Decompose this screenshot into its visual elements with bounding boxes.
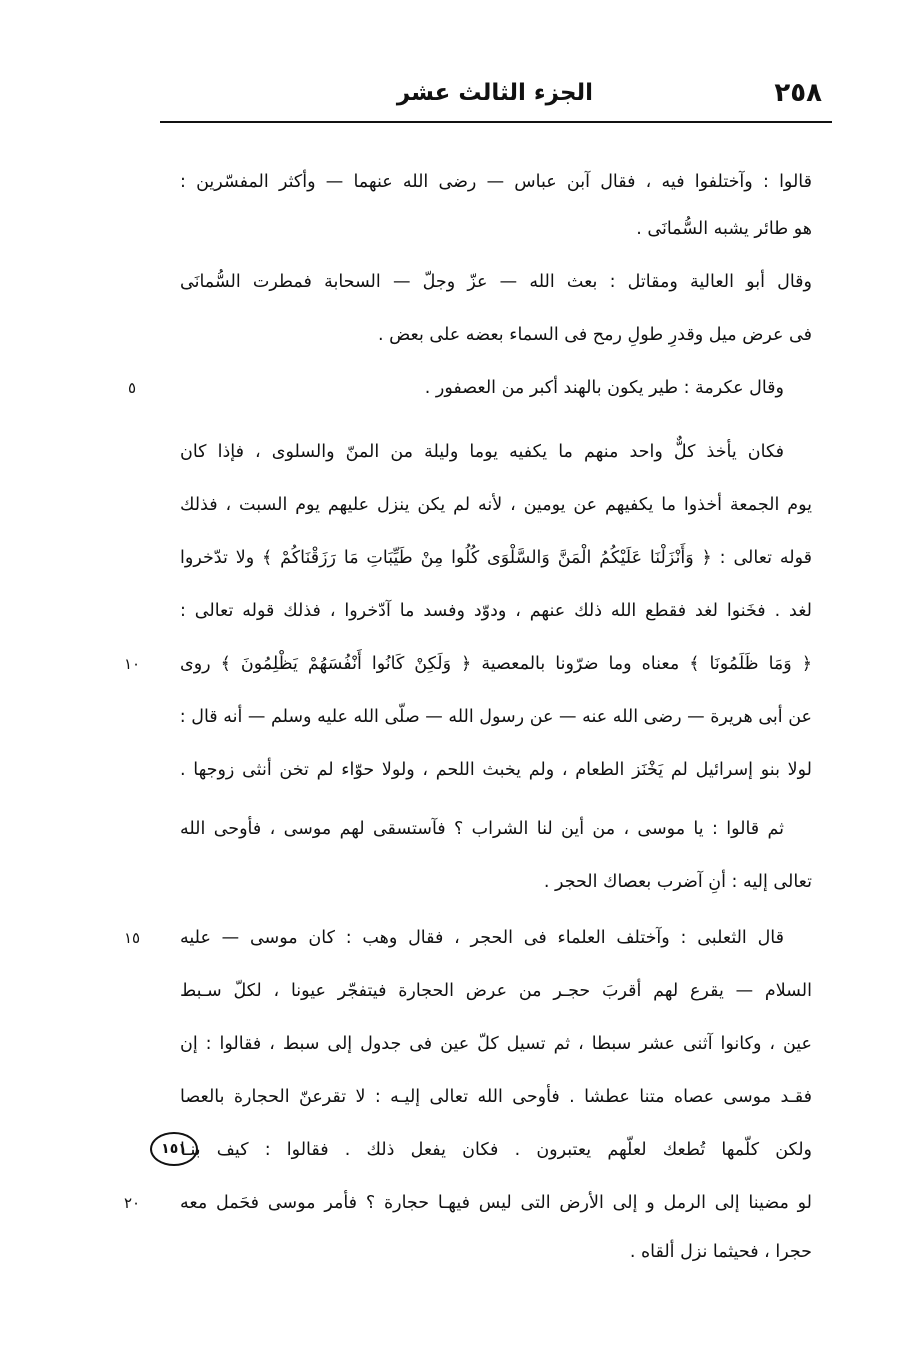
text-line: قالوا : وآختلفوا فيه ، فقال آبن عباس — رضى الله عنهما — وأكثر المفسّرين :: [180, 172, 812, 192]
text-line: ﴿ وَمَا ظَلَمُونَا ﴾ معناه وما ضرّونا بالمعصية ﴿ وَلَكِنْ كَانُوا أَنْفُسَهُمْ يَظْلِمُونَ ﴾ روى: [180, 654, 812, 674]
line-number-10: ١٠: [123, 655, 141, 673]
text-line: لو مضينا إلى الرمل و إلى الأرض التى ليس فيهـا حجارة ؟ فأمر موسى فحَمل معه: [180, 1193, 812, 1213]
text-line: لولا بنو إسرائيل لم يَخْنَز الطعام ، ولم يخبث اللحم ، ولولا حوّاء لم تخن أنثى زوجها .: [180, 760, 812, 780]
text-line: السلام — يقرع لهم أقربَ حجـر من عرض الحجارة فيتفجّر عيونا ، لكلّ سـبط: [180, 981, 812, 1001]
text-line: هو طائر يشبه السُّمانَى .: [636, 219, 812, 239]
text-line: قوله تعالى : ﴿ وَأَنْزَلْنَا عَلَيْكُمُ الْمَنَّ وَالسَّلْوَى كُلُوا مِنْ طَيِّبَاتِ مَا رَزَقْنَاكُمْ ﴾ ولا تدّخروا: [180, 548, 812, 568]
text-line: ثم قالوا : يا موسى ، من أين لنا الشراب ؟ فآستسقى لهم موسى ، فأوحى الله: [180, 819, 784, 839]
text-line: يوم الجمعة أخذوا ما يكفيهم عن يومين ، لأنه لم يكن ينزل عليهم يوم السبت ، فذلك: [180, 495, 812, 515]
text-line: ولكن كلّمها تُطعك لعلّهم يعتبرون . فكان يفعل ذلك . فقالوا : كيف بنـا: [180, 1140, 812, 1160]
text-line: فى عرض ميل وقدرِ طولِ رمح فى السماء بعضه على بعض .: [377, 325, 812, 345]
line-number-20: ٢٠: [123, 1194, 141, 1212]
text-line: فقـد موسى عصاه متنا عطشا . فأوحى الله تعالى إليـه : لا تقرعنّ الحجارة بالعصا: [180, 1087, 812, 1107]
text-line: لغد . فخَنوا لغد فقطع الله ذلك عنهم ، ودوّد وفسد ما آدّخروا ، فذلك قوله تعالى :: [180, 601, 812, 621]
text-line: حجرا ، فحيثما نزل ألقاه .: [629, 1242, 812, 1262]
page-header: [160, 78, 830, 118]
line-number-15: ١٥: [123, 929, 141, 947]
text-line: تعالى إليه : أنِ آضرب بعصاك الحجر .: [543, 872, 812, 892]
running-title: الجزء الثالث عشر: [396, 80, 594, 106]
text-line: وقال عكرمة : طير يكون بالهند أكبر من العصفور .: [424, 378, 784, 398]
header-rule: [160, 121, 832, 123]
text-line: فكان يأخذ كلٌّ واحد منهم ما يكفيه يوما وليلة من المنّ والسلوى ، فإذا كان: [180, 442, 784, 462]
text-line: عين ، وكانوا آثنى عشر سبطا ، ثم تسيل كلّ عين فى جدول إلى سبط ، فقالوا : إن: [180, 1034, 812, 1054]
text-line: عن أبى هريرة — رضى الله عنه — عن رسول الله — صلّى الله عليه وسلم — أنه قال :: [180, 707, 812, 727]
line-number-5: ٥: [127, 379, 137, 397]
text-line: وقال أبو العالية ومقاتل : بعث الله — عزّ وجلّ — السحابة فمطرت السُّمانَى: [180, 272, 812, 292]
original-folio-mark: ١٥١: [150, 1132, 198, 1166]
text-line: قال الثعلبى : وآختلف العلماء فى الحجر ، فقال وهب : كان موسى — عليه: [180, 928, 784, 948]
page-number: ٢٥٨: [774, 78, 822, 108]
